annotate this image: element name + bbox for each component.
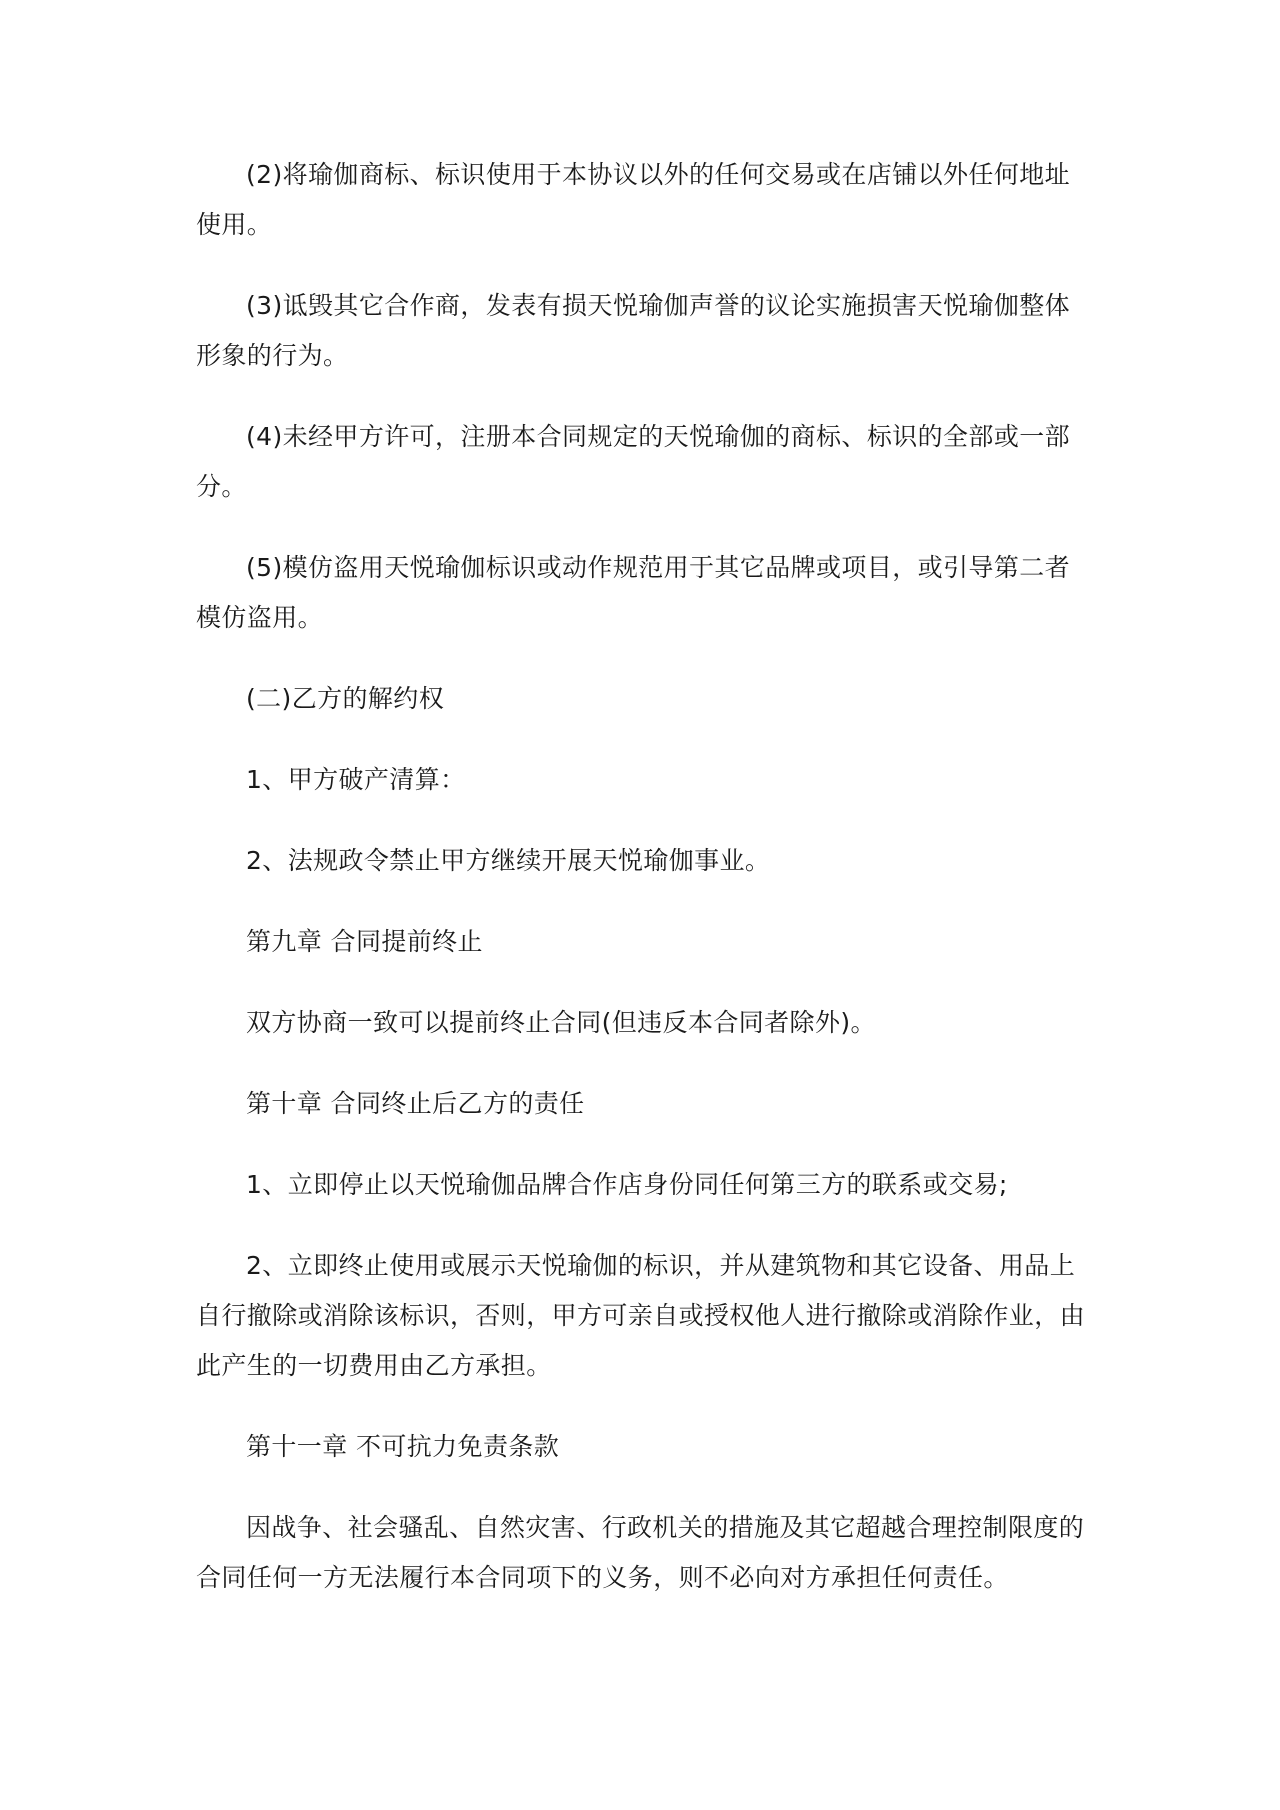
chapter-heading-11: 第十一章 不可抗力免责条款 bbox=[246, 1432, 560, 1461]
list-item-bankruptcy: 1、甲方破产清算： bbox=[246, 765, 466, 794]
paragraph-clause-4: (4)未经甲方许可，注册本合同规定的天悦瑜伽的商标、标识的全部或一部分。 bbox=[196, 422, 1071, 501]
paragraph-clause-2: (2)将瑜伽商标、标识使用于本协议以外的任何交易或在店铺以外任何地址使用。 bbox=[196, 160, 1071, 239]
paragraph-early-termination: 双方协商一致可以提前终止合同(但违反本合同者除外)。 bbox=[246, 1008, 876, 1037]
paragraph-clause-3: (3)诋毁其它合作商，发表有损天悦瑜伽声誉的议论实施损害天悦瑜伽整体形象的行为。 bbox=[196, 291, 1071, 370]
list-item-regulation: 2、法规政令禁止甲方继续开展天悦瑜伽事业。 bbox=[246, 846, 771, 875]
paragraph-force-majeure: 因战争、社会骚乱、自然灾害、行政机关的措施及其它超越合理控制限度的合同任何一方无法履行本合同项下的义务，则不必向对方承担任何责任。 bbox=[196, 1513, 1085, 1592]
section-heading-termination-right: (二)乙方的解约权 bbox=[246, 684, 445, 713]
list-item-remove-marks: 2、立即终止使用或展示天悦瑜伽的标识，并从建筑物和其它设备、用品上自行撤除或消除该标识，否则，甲方可亲自或授权他人进行撤除或消除作业，由此产生的一切费用由乙方承担。 bbox=[196, 1251, 1086, 1380]
list-item-stop-contact: 1、立即停止以天悦瑜伽品牌合作店身份同任何第三方的联系或交易; bbox=[246, 1170, 1008, 1199]
chapter-heading-10: 第十章 合同终止后乙方的责任 bbox=[246, 1089, 585, 1118]
paragraph-clause-5: (5)模仿盗用天悦瑜伽标识或动作规范用于其它品牌或项目，或引导第二者模仿盗用。 bbox=[196, 553, 1071, 632]
document-body bbox=[196, 150, 1088, 1634]
chapter-heading-9: 第九章 合同提前终止 bbox=[246, 927, 483, 956]
